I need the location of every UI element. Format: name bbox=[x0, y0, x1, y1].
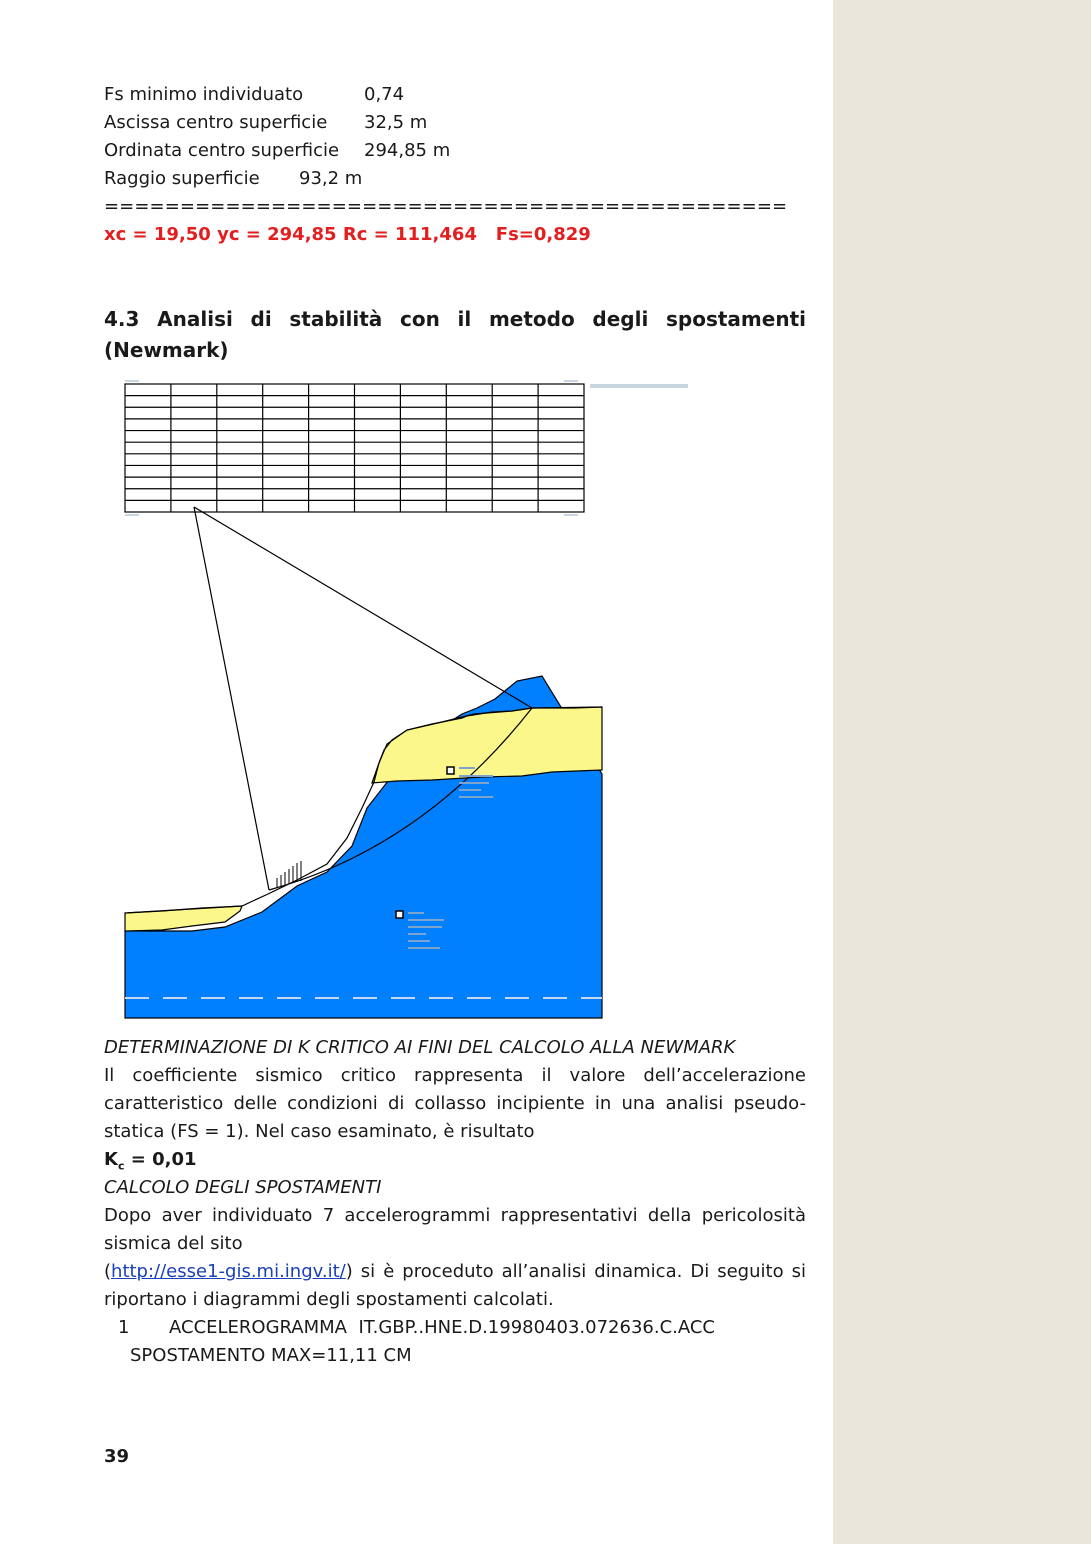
accelerogram-index: 1 bbox=[118, 1317, 130, 1338]
section-title: Analisi di stabilità con il metodo degli spostamenti (Newmark) bbox=[104, 307, 806, 362]
result-row-ordinata bbox=[104, 137, 450, 165]
accelerogram-name: ACCELEROGRAMMA IT.GBP..HNE.D.19980403.072636.C.ACC bbox=[169, 1317, 715, 1338]
result-row-fs-min bbox=[104, 81, 404, 109]
accelerogram-result: SPOSTAMENTO MAX=11,11 CM bbox=[130, 1345, 412, 1366]
kc-subscript: c bbox=[117, 1159, 125, 1173]
ingv-link[interactable]: http://esse1-gis.mi.ingv.it/ bbox=[111, 1261, 346, 1282]
kc-value: = 0,01 bbox=[124, 1149, 197, 1170]
centres-grid bbox=[125, 384, 584, 512]
slope-stability-figure bbox=[122, 378, 692, 1020]
result-label: Ordinata centro superficie bbox=[104, 140, 340, 161]
kc-heading: DETERMINAZIONE DI K CRITICO AI FINI DEL CALCOLO ALLA NEWMARK bbox=[104, 1037, 736, 1058]
section-heading bbox=[104, 304, 806, 366]
critical-surface-result: xc = 19,50 yc = 294,85 Rc = 111,464 Fs=0,829 bbox=[104, 224, 591, 245]
result-value: 0,74 bbox=[364, 84, 405, 105]
result-label: Ascissa centro superficie bbox=[104, 112, 328, 133]
page-margin-band bbox=[833, 0, 1091, 1544]
spostamenti-text-2: ) si è proceduto all’analisi dinamica. Di seguito si riportano i diagrammi degli spostamenti calcolati. bbox=[104, 1261, 806, 1310]
kc-symbol: K bbox=[104, 1149, 118, 1170]
page-number: 39 bbox=[104, 1446, 130, 1467]
spostamenti-heading: CALCOLO DEGLI SPOSTAMENTI bbox=[104, 1177, 382, 1198]
result-value: 294,85 m bbox=[364, 140, 451, 161]
section-number: 4.3 bbox=[104, 307, 140, 331]
result-row-raggio bbox=[104, 165, 362, 193]
result-label: Raggio superficie bbox=[104, 168, 260, 189]
soil-layer-top-right bbox=[372, 707, 602, 783]
slices bbox=[277, 861, 301, 887]
result-row-ascissa bbox=[104, 109, 427, 137]
result-label: Fs minimo individuato bbox=[104, 84, 304, 105]
result-value: 93,2 m bbox=[299, 168, 363, 189]
kc-paragraph: Il coefficiente sismico critico rappresenta il valore dell’accelerazione caratteristico delle condizioni di collasso incipiente in una analisi pseudo-statica (FS = 1). Nel caso esaminato, è risultato bbox=[104, 1065, 806, 1142]
spostamenti-paragraph-2 bbox=[104, 1258, 806, 1314]
spostamenti-paragraph-1: Dopo aver individuato 7 accelerogrammi rappresentativi della pericolosità sismica del sito bbox=[104, 1205, 806, 1254]
separator-line: ============================================= bbox=[104, 196, 788, 217]
paren-open: ( bbox=[104, 1261, 112, 1282]
accelerogram-row bbox=[118, 1314, 715, 1342]
result-value: 32,5 m bbox=[364, 112, 428, 133]
